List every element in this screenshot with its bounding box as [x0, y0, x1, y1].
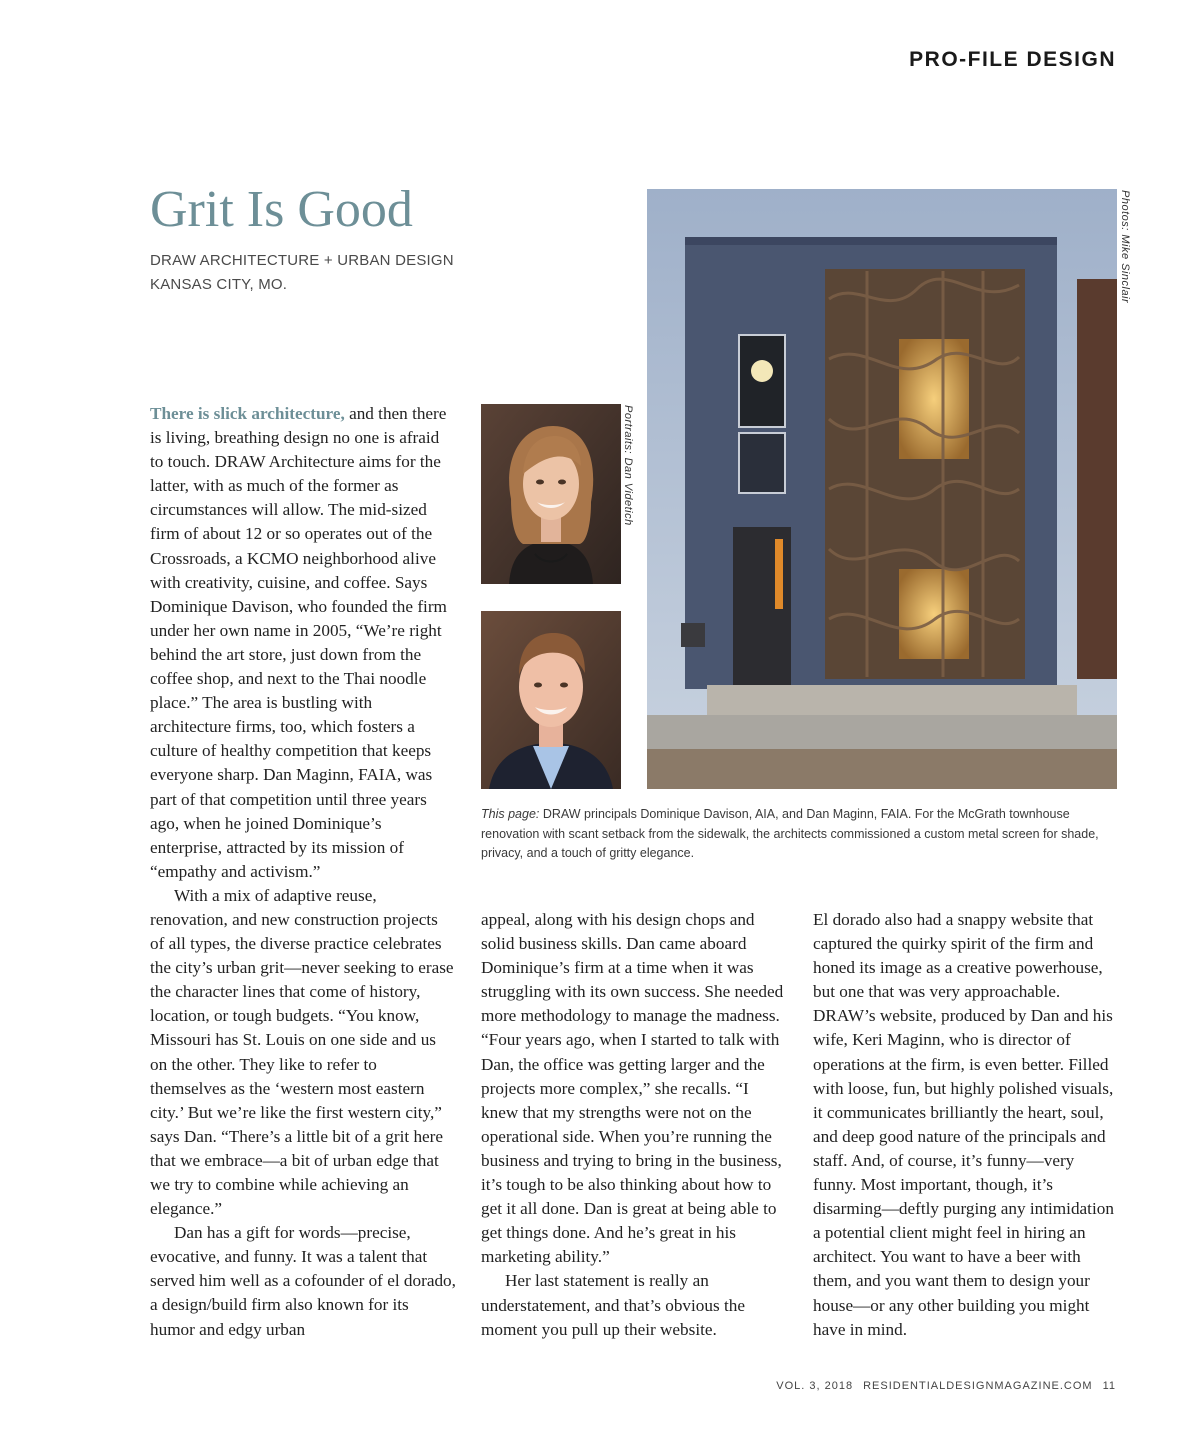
body-column-2 [481, 908, 787, 1342]
paragraph-text: and then there is living, breathing design no one is afraid to touch. DRAW Architecture aims for the latter, with as much of the former as circumstances will allow. The mid-sized firm of about 12 or so operates out of the Crossroads, a KCMO neighborhood alive with creativity, cuisine, and coffee. Says Dominique Davison, who founded the firm under her own name in 2005, “We’re right behind the art store, just down from the coffee shop, and next to the Thai noodle place.” The area is bustling with architecture firms, too, which fosters a culture of healthy competition that keeps everyone sharp. Dan Maginn, FAIA, was part of that competition until three years ago, when he joined Dominique’s enterprise, attracted by its mission of “empathy and activism.” [150, 404, 447, 881]
paragraph: appeal, along with his design chops and solid business skills. Dan came aboard Dominique’s firm at a time when it was struggling with its own success. She needed more methodology to manage the madness. “Four years ago, when I started to talk with Dan, the office was getting larger and the projects more complex,” she recalls. “I knew that my strengths were not on the operational side. When you’re running the business and trying to bring in the business, it’s tough to be also thinking about how to get it all done. Dan is great at being able to get things done. And he’s great in his marketing ability.” [481, 910, 784, 1267]
body-column-3 [813, 908, 1119, 1342]
paragraph [150, 402, 456, 884]
paragraph: With a mix of adaptive reuse, renovation, and new construction projects of all types, the diverse practice celebrates the city’s urban grit—never seeking to erase the character lines that come of history, location, or tough budgets. “You know, Missouri has St. Louis on one side and us on the other. They like to refer to themselves as the ‘western most eastern city.’ But we’re like the first western city,” says Dan. “There’s a little bit of a grit here that we embrace—a bit of urban edge that we try to combine while achieving an elegance.” [150, 885, 454, 1219]
photos-credit: Photos: Mike Sinclair [1119, 190, 1131, 304]
portrait-woman-image [481, 404, 621, 584]
firm-name: DRAW ARCHITECTURE + URBAN DESIGN [150, 252, 454, 269]
footer-site: RESIDENTIALDESIGNMAGAZINE.COM [863, 1380, 1093, 1392]
firm-location: KANSAS CITY, MO. [150, 276, 288, 293]
footer-volume: VOL. 3, 2018 [776, 1380, 854, 1392]
portraits-credit: Portraits: Dan Videtich [622, 405, 634, 526]
section-label: PRO-FILE DESIGN [909, 48, 1116, 71]
body-column-1 [150, 402, 456, 1342]
paragraph: Her last statement is really an understatement, and that’s obvious the moment you pull up their website. [481, 1271, 745, 1339]
article-title: Grit Is Good [150, 181, 413, 238]
page-number: 11 [1102, 1380, 1116, 1392]
portrait-dan-maginn [481, 611, 621, 789]
page-footer [766, 1380, 1116, 1392]
portrait-dominique-davison [481, 404, 621, 584]
caption-lead-in: This page: [481, 807, 540, 821]
portrait-man-image [481, 611, 621, 789]
caption-text: DRAW principals Dominique Davison, AIA, and Dan Maginn, FAIA. For the McGrath townhouse renovation with scant setback from the sidewalk, the architects commissioned a custom metal screen for shade, privacy, and a touch of gritty elegance. [481, 807, 1099, 860]
paragraph: El dorado also had a snappy website that captured the quirky spirit of the firm and honed its image as a creative powerhouse, but one that was very approachable. DRAW’s website, produced by Dan and his wife, Keri Maginn, who is director of operations at the firm, is even better. Filled with loose, fun, but highly polished visuals, it communicates brilliantly the heart, soul, and deep good nature of the principals and staff. And, of course, it’s funny—very funny. Most important, though, it’s disarming—deftly purging any intimidation a potential client might feel in hiring an architect. You want to have a beer with them, and you want them to design your house—or any other building you might have in mind. [813, 910, 1114, 1339]
townhouse-photo [647, 189, 1117, 789]
photo-caption [481, 805, 1111, 864]
lead-in: There is slick architecture, [150, 404, 345, 423]
paragraph: Dan has a gift for words—precise, evocative, and funny. It was a talent that served him well as a cofounder of el dorado, a design/build firm also known for its humor and edgy urban [150, 1223, 456, 1339]
townhouse-image [647, 189, 1117, 789]
